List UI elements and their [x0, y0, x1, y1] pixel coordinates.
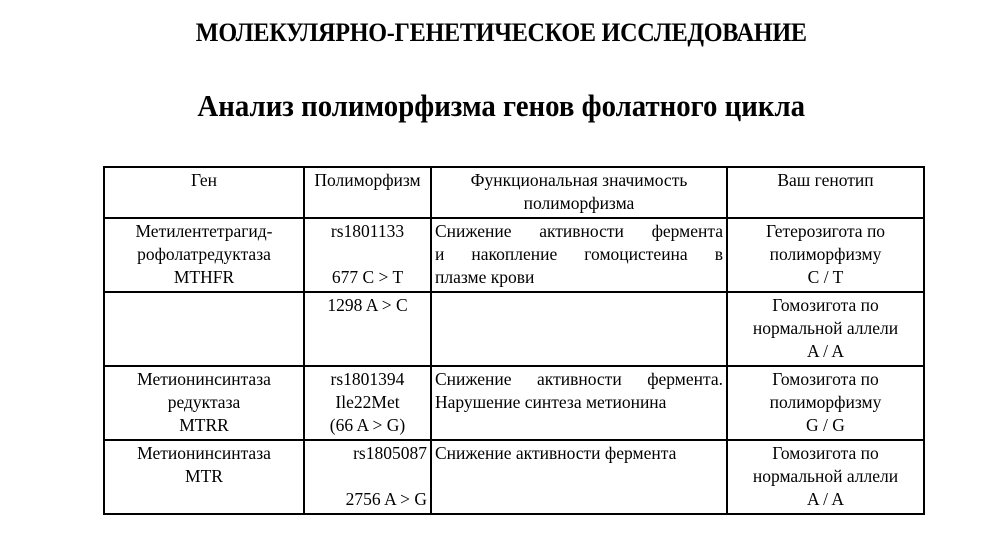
significance-line: Снижение активности фермента. [435, 369, 723, 389]
document-subtitle: Анализ полиморфизма генов фолатного цикла [197, 88, 806, 123]
significance-line: Снижение активности фермента [435, 221, 723, 241]
gene-cell [104, 366, 304, 440]
significance-line: Снижение активности фермента [435, 443, 677, 463]
gene-line: Метилентетрагид- [135, 221, 273, 241]
significance-line: и накопление гомоцистеина в [435, 244, 723, 264]
polymorphism-cell [304, 218, 431, 292]
column-header-polymorphism: Полиморфизм [304, 167, 431, 218]
table-header-row [104, 167, 924, 218]
polymorphism-rs-id: rs1801394 [330, 369, 405, 389]
genotype-value: C / T [807, 267, 844, 287]
significance-line: Нарушение синтеза метионина [435, 392, 667, 412]
polymorphism-rs-id: rs1805087 [353, 443, 427, 463]
genotype-line: Гомозигота по [772, 369, 879, 389]
genotype-cell [727, 366, 924, 440]
gene-line: MTRR [179, 415, 229, 435]
genotype-cell [727, 218, 924, 292]
gene-line: Метионинсинтаза [137, 443, 271, 463]
genotype-line: Гомозигота по [772, 295, 879, 315]
gene-cell [104, 440, 304, 514]
gene-cell [104, 218, 304, 292]
polymorphism-variant: 2756 A > G [345, 489, 427, 509]
spacer [308, 243, 427, 266]
table-row-mthfr-1298 [104, 292, 924, 366]
gene-line: редуктаза [167, 392, 241, 412]
polymorphism-cell [304, 366, 431, 440]
polymorphism-cell [304, 440, 431, 514]
document-title: МОЛЕКУЛЯРНО-ГЕНЕТИЧЕСКОЕ ИССЛЕДОВАНИЕ [195, 18, 807, 47]
column-header-significance: Функциональная значимость полиморфизма [431, 167, 727, 218]
significance-cell [431, 292, 727, 366]
polymorphism-cell [304, 292, 431, 366]
polymorphism-rs-id: rs1801133 [330, 221, 405, 241]
genotype-line: полиморфизму [769, 392, 882, 412]
gene-line: Метионинсинтаза [137, 369, 271, 389]
genotype-line: нормальной аллели [752, 318, 899, 338]
genotype-line: нормальной аллели [752, 466, 899, 486]
gene-line: MTHFR [173, 267, 235, 287]
polymorphism-variant: 1298 A > C [327, 295, 408, 315]
significance-cell [431, 366, 727, 440]
gene-line: рофолатредуктаза [137, 244, 271, 264]
column-header-gene: Ген [104, 167, 304, 218]
polymorphism-protein-change: Ile22Met [335, 392, 400, 412]
genotype-table [103, 166, 925, 515]
genotype-cell [727, 440, 924, 514]
genotype-cell [727, 292, 924, 366]
genotype-line: Гетерозигота по [765, 221, 886, 241]
genotype-line: Гомозигота по [772, 443, 879, 463]
column-header-genotype: Ваш генотип [727, 167, 924, 218]
spacer [308, 465, 427, 488]
table-row-mtrr [104, 366, 924, 440]
table-row-mthfr-677 [104, 218, 924, 292]
genotype-value: A / A [807, 341, 844, 361]
significance-cell [431, 440, 727, 514]
genotype-line: полиморфизму [769, 244, 882, 264]
polymorphism-variant: 677 C > T [331, 267, 404, 287]
significance-line: плазме крови [435, 267, 535, 287]
table-row-mtr [104, 440, 924, 514]
gene-line: MTR [185, 466, 223, 486]
genotype-value: A / A [807, 489, 844, 509]
polymorphism-variant: (66 A > G) [329, 415, 406, 435]
genotype-value: G / G [806, 415, 845, 435]
significance-cell [431, 218, 727, 292]
gene-cell [104, 292, 304, 366]
